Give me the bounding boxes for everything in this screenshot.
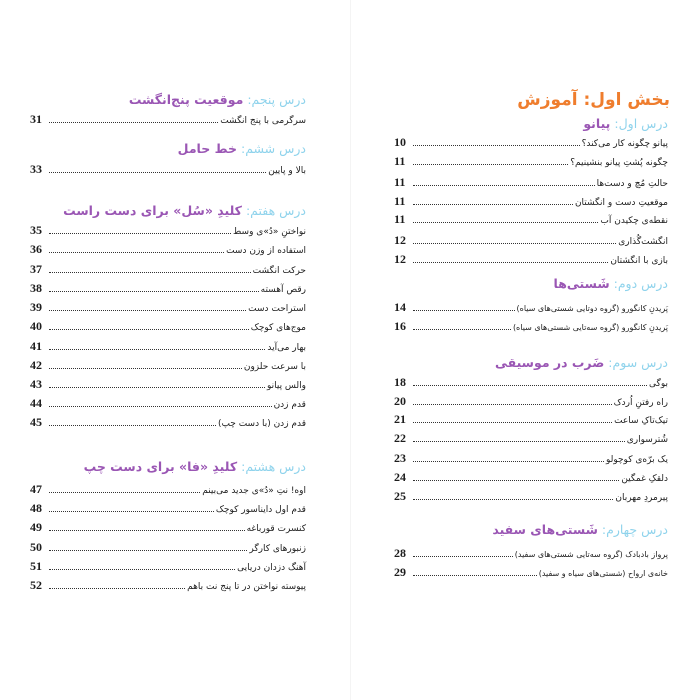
page-number: 37	[30, 262, 42, 276]
toc-entry[interactable]	[394, 374, 668, 390]
lesson-title: کلیدِ «فا» برای دست چپ	[83, 459, 238, 474]
page-number: 39	[30, 300, 42, 314]
dot-leader	[49, 172, 266, 173]
dot-leader	[413, 422, 612, 423]
entry-title: اوه! نتِ «دُ»ی جدید می‌بینم	[202, 486, 306, 496]
page-number: 44	[30, 396, 42, 410]
page-number: 41	[30, 339, 42, 353]
page-number: 49	[30, 520, 42, 534]
dot-leader	[49, 329, 249, 330]
dot-leader	[49, 511, 214, 512]
entry-title: شُترسواری	[626, 435, 668, 445]
lesson-header	[84, 458, 306, 476]
dot-leader	[49, 425, 216, 426]
toc-entry[interactable]	[30, 500, 306, 516]
entry-title: قدم زدن (با دست چپ)	[217, 419, 306, 429]
page-number: 43	[30, 377, 42, 391]
toc-entry[interactable]	[30, 519, 306, 535]
entry-title: راه رفتنِ اُردک	[613, 398, 668, 408]
toc-entry[interactable]	[30, 318, 306, 334]
entry-title: با سرعت حلزون	[243, 362, 306, 372]
dot-leader	[49, 291, 259, 292]
entry-title: استفاده از وزن دست	[226, 246, 306, 256]
lesson-number: درس سوم:	[608, 355, 668, 370]
lesson-number: درس هفتم:	[245, 203, 306, 218]
dot-leader	[49, 530, 245, 531]
toc-entry[interactable]	[394, 193, 668, 209]
dot-leader	[413, 461, 604, 462]
toc-entry[interactable]	[30, 539, 306, 555]
toc-entry[interactable]	[30, 395, 306, 411]
lesson-title: خط حامل	[177, 141, 238, 156]
entry-title: زنبورهای کارگر	[249, 544, 306, 554]
toc-entry[interactable]	[30, 414, 306, 430]
lesson-title: پیانو	[583, 116, 611, 131]
page-number: 12	[394, 233, 406, 247]
entry-title: تیک‌تاکِ ساعت	[614, 416, 668, 426]
page-number: 20	[394, 394, 406, 408]
lesson-header	[495, 354, 668, 372]
page-number: 40	[30, 319, 42, 333]
toc-entry[interactable]	[394, 153, 668, 169]
toc-entry[interactable]	[30, 481, 306, 497]
page-number: 25	[394, 489, 406, 503]
entry-title: حرکت انگشت	[252, 266, 306, 276]
lesson-title: شَستی‌های سفید	[492, 522, 598, 537]
toc-entry[interactable]	[394, 450, 668, 466]
entry-title: موقعیتِ دست و انگشتان	[574, 198, 668, 208]
lesson-header	[554, 275, 669, 293]
dot-leader	[413, 556, 513, 557]
toc-entry[interactable]	[394, 318, 668, 334]
entry-title: یک برّه‌ی کوچولو	[605, 455, 668, 465]
entry-title: پیانو چگونه کار می‌کند؟	[581, 139, 668, 149]
lesson-title: کلیدِ «سُل» برای دست راست	[63, 203, 242, 218]
dot-leader	[413, 480, 619, 481]
toc-entry[interactable]	[30, 161, 306, 177]
toc-entry[interactable]	[394, 251, 668, 267]
dot-leader	[49, 310, 246, 311]
dot-leader	[49, 492, 200, 493]
dot-leader	[49, 406, 272, 407]
page-number: 51	[30, 559, 42, 573]
dot-leader	[413, 404, 612, 405]
entry-title: استراحت دست	[248, 304, 306, 314]
dot-leader	[49, 252, 224, 253]
entry-title: بازی با انگشتان	[610, 256, 668, 266]
right-page	[350, 0, 700, 700]
page-number: 22	[394, 431, 406, 445]
toc-entry[interactable]	[394, 545, 668, 561]
entry-title: چگونه پُشتِ پیانو بنشینیم؟	[570, 158, 668, 168]
entry-title: نواختنِ «دُ»ی وسط	[232, 227, 306, 237]
lesson-header	[583, 115, 668, 133]
page-number: 11	[394, 154, 406, 168]
entry-title: حالتِ مُچ و دست‌ها	[596, 179, 668, 189]
entry-title: آهنگ دزدان دریایی	[237, 563, 306, 573]
dot-leader	[49, 349, 265, 350]
toc-entry[interactable]	[394, 469, 668, 485]
dot-leader	[413, 499, 613, 500]
lesson-header	[129, 91, 306, 109]
toc-entry[interactable]	[394, 134, 668, 150]
page-number: 42	[30, 358, 42, 372]
dot-leader	[49, 387, 265, 388]
toc-entry[interactable]	[394, 564, 668, 580]
page-number: 47	[30, 482, 42, 496]
toc-entry[interactable]	[30, 241, 306, 257]
page-number: 33	[30, 162, 42, 176]
toc-entry[interactable]	[30, 261, 306, 277]
page-number: 11	[394, 175, 406, 189]
entry-title: پَریدنِ کانگورو (گروه سه‌تایی شستی‌های سیاه)	[512, 323, 668, 332]
dot-leader	[49, 233, 231, 234]
entry-title: موج‌های کوچک	[250, 323, 306, 333]
entry-title: بوگی	[649, 379, 668, 389]
page-number: 16	[394, 319, 406, 333]
toc-entry[interactable]	[394, 411, 668, 427]
dot-leader	[49, 550, 247, 551]
dot-leader	[49, 272, 251, 273]
dot-leader	[49, 588, 185, 589]
toc-entry[interactable]	[30, 299, 306, 315]
page-number: 14	[394, 300, 406, 314]
dot-leader	[413, 164, 568, 165]
toc-entry[interactable]	[394, 232, 668, 248]
lesson-number: درس چهارم:	[601, 522, 668, 537]
entry-title: والس پیانو	[266, 381, 306, 391]
dot-leader	[413, 329, 511, 330]
lesson-header	[63, 202, 306, 220]
toc-entry[interactable]	[394, 393, 668, 409]
entry-title: انگشت‌گُذاری	[618, 237, 668, 247]
page-number: 28	[394, 546, 406, 560]
toc-entry[interactable]	[30, 577, 306, 593]
lesson-header	[178, 140, 306, 158]
page-number: 52	[30, 578, 42, 592]
entry-title: نقطه‌ی چکیدن آب	[600, 216, 668, 226]
toc-entry[interactable]	[30, 357, 306, 373]
lesson-title: ضَرب در موسیقی	[494, 355, 605, 370]
dot-leader	[413, 222, 598, 223]
toc-entry[interactable]	[394, 488, 668, 504]
page-number: 21	[394, 412, 406, 426]
entry-title: کنسرت قورباغه	[246, 524, 306, 534]
entry-title: قدم زدن	[273, 400, 306, 410]
dot-leader	[413, 310, 515, 311]
dot-leader	[413, 441, 625, 442]
page-number: 10	[394, 135, 406, 149]
lesson-number: درس ششم:	[241, 141, 306, 156]
page-number: 23	[394, 451, 406, 465]
dot-leader	[49, 368, 242, 369]
page-number: 11	[394, 194, 406, 208]
dot-leader	[49, 569, 235, 570]
toc-entry[interactable]	[30, 376, 306, 392]
toc-entry[interactable]	[394, 211, 668, 227]
toc-entry[interactable]	[30, 558, 306, 574]
dot-leader	[413, 262, 608, 263]
page-number: 24	[394, 470, 406, 484]
entry-title: رقص آهسته	[260, 285, 306, 295]
lesson-number: درس پنجم:	[247, 92, 306, 107]
page-number: 12	[394, 252, 406, 266]
entry-title: سرگرمی با پنج انگشت	[220, 116, 306, 126]
entry-title: پیرمردِ مهربان	[615, 493, 668, 503]
lesson-title: شَستی‌ها	[553, 276, 610, 291]
toc-entry[interactable]	[30, 111, 306, 127]
dot-leader	[413, 575, 537, 576]
page-number: 48	[30, 501, 42, 515]
dot-leader	[413, 204, 573, 205]
page-number: 35	[30, 223, 42, 237]
page-number: 29	[394, 565, 406, 579]
page-number: 38	[30, 281, 42, 295]
lesson-header	[492, 521, 668, 539]
entry-title: پیوسته نواختن در تا پنج نت باهم	[187, 582, 306, 592]
page-number: 18	[394, 375, 406, 389]
entry-title: پَریدنِ کانگورو (گروه دوتایی شستی‌های سیاه)	[516, 304, 668, 313]
entry-title: دلقکِ غمگین	[621, 474, 668, 484]
entry-title: پرواز بادبادک (گروه سه‌تایی شستی‌های سفید)	[514, 550, 668, 559]
toc-entry[interactable]	[394, 174, 668, 190]
page-number: 31	[30, 112, 42, 126]
entry-title: بهار می‌آید	[267, 343, 306, 353]
toc-entry[interactable]	[394, 299, 668, 315]
lesson-number: درس دوم:	[613, 276, 668, 291]
toc-entry[interactable]	[30, 280, 306, 296]
entry-title: خانه‌ی ارواح (شستی‌های سیاه و سفید)	[538, 569, 668, 578]
page-number: 11	[394, 212, 406, 226]
toc-entry[interactable]	[394, 430, 668, 446]
part-title: بخش اول: آموزش	[517, 90, 670, 110]
page-number: 45	[30, 415, 42, 429]
toc-entry[interactable]	[30, 222, 306, 238]
entry-title: قدم اول دایناسور کوچک	[215, 505, 306, 515]
entry-title: بالا و پایین	[268, 166, 306, 176]
dot-leader	[413, 385, 647, 386]
dot-leader	[413, 145, 580, 146]
lesson-number: درس هشتم:	[241, 459, 306, 474]
dot-leader	[413, 185, 595, 186]
dot-leader	[49, 122, 218, 123]
page-gutter	[350, 0, 351, 700]
lesson-number: درس اول:	[614, 116, 668, 131]
lesson-title: موقعیت پنج‌انگشت	[128, 92, 244, 107]
page-number: 50	[30, 540, 42, 554]
page-number: 36	[30, 242, 42, 256]
toc-entry[interactable]	[30, 338, 306, 354]
dot-leader	[413, 243, 616, 244]
